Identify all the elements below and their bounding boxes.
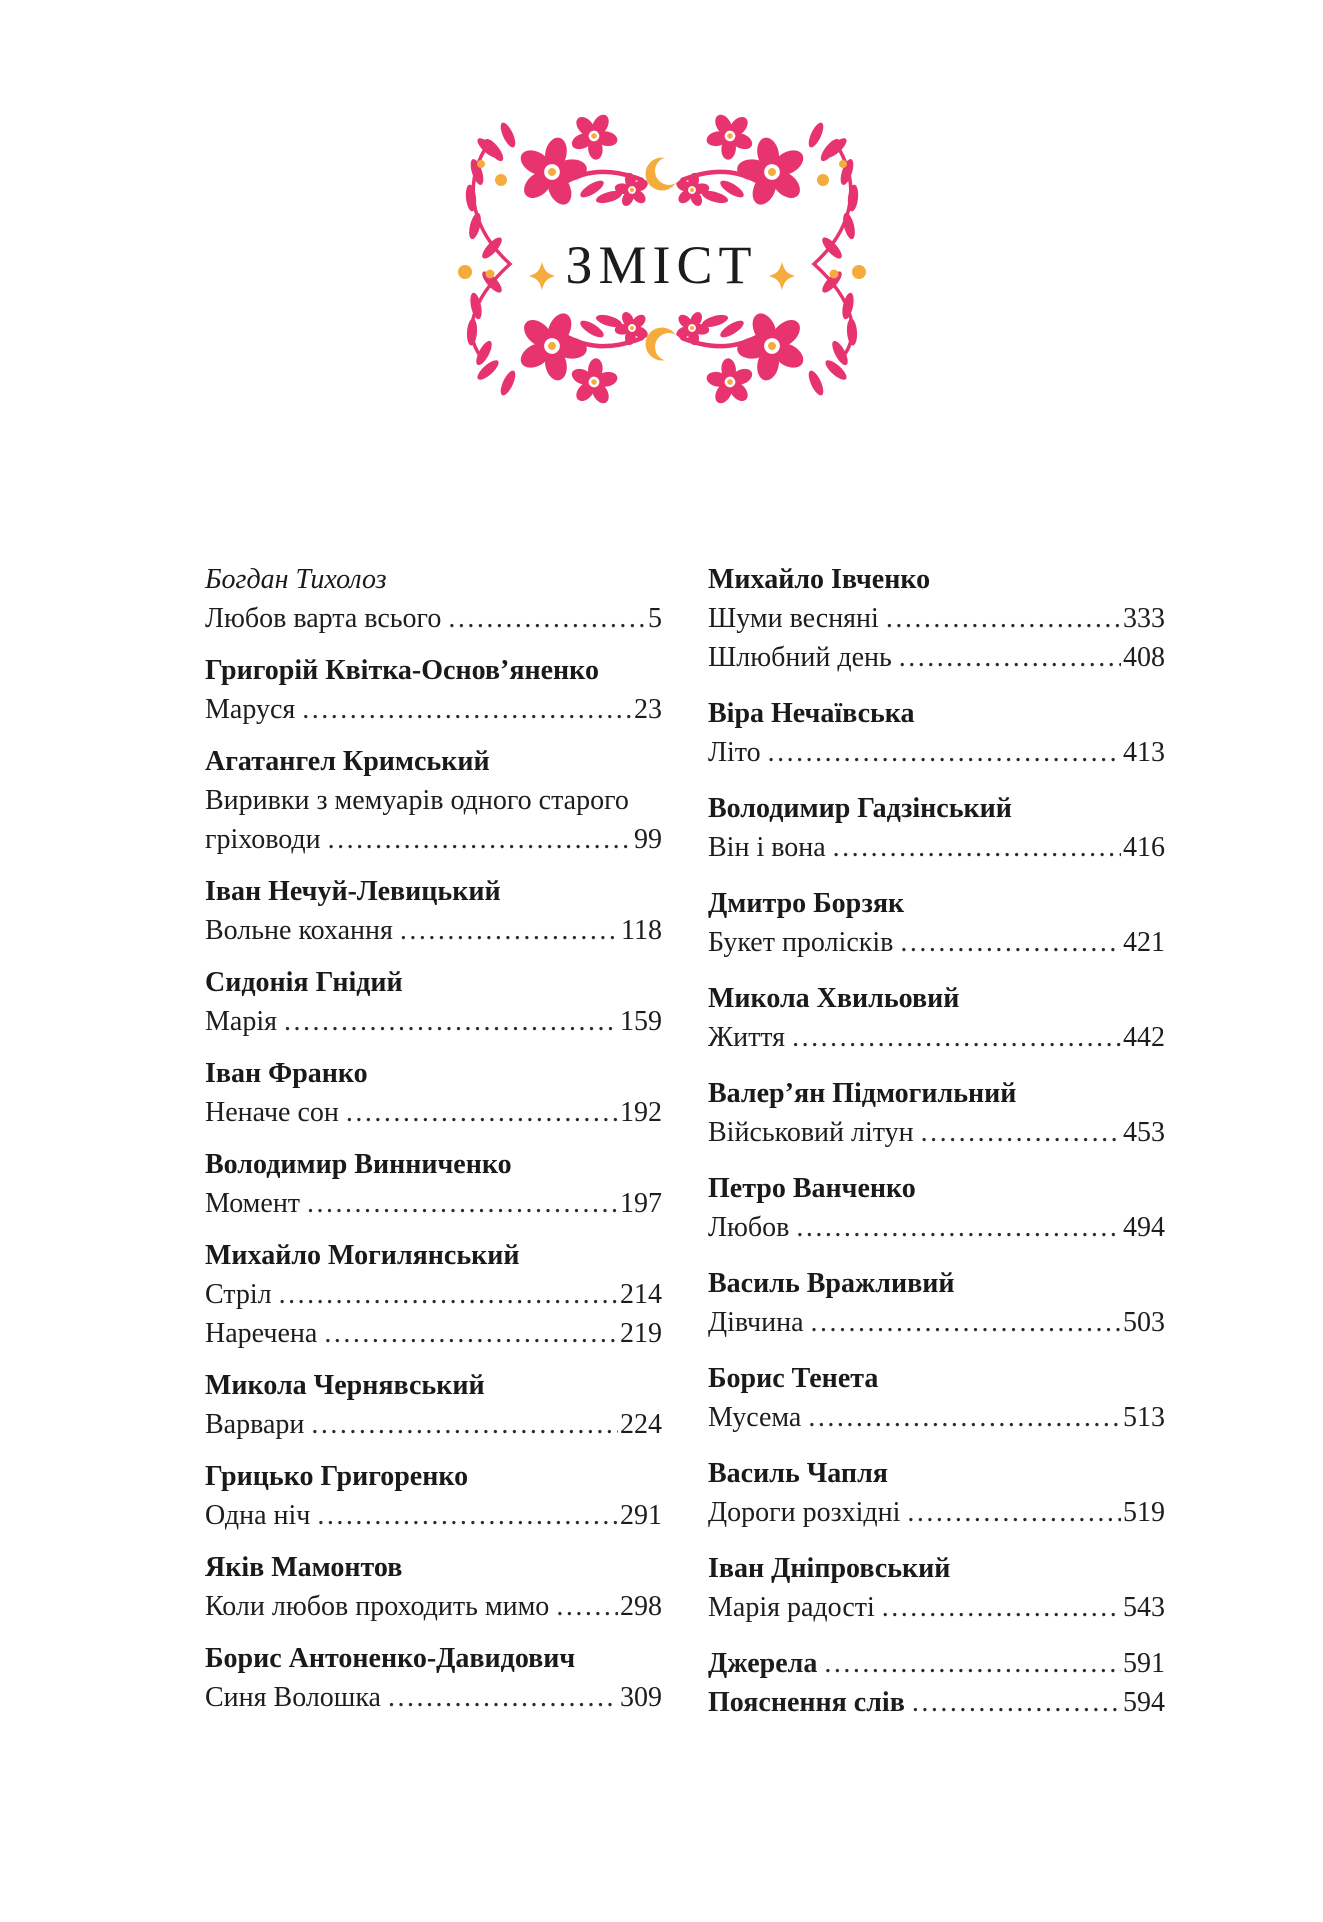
toc-entry xyxy=(205,1457,662,1535)
toc-entry xyxy=(205,1366,662,1444)
work-title: Стріл xyxy=(205,1279,272,1310)
dot-leader xyxy=(324,1314,618,1353)
toc-entry xyxy=(708,1264,1165,1342)
dot-leader xyxy=(824,1644,1121,1683)
work-title: Любов xyxy=(708,1212,790,1243)
author-name: Микола Чернявський xyxy=(205,1370,485,1401)
work-title: Дороги розхідні xyxy=(708,1497,901,1528)
author-name: Михайло Івченко xyxy=(708,564,931,595)
work-title: Він і вона xyxy=(708,832,826,863)
page-number: 159 xyxy=(620,1006,662,1037)
work-title: Виривки з мемуарів одного старого xyxy=(205,785,629,816)
page-number: 298 xyxy=(620,1591,662,1622)
dot-leader xyxy=(811,1303,1121,1342)
toc-entry xyxy=(708,1454,1165,1532)
work-title: Дівчина xyxy=(708,1307,804,1338)
page-number: 214 xyxy=(620,1279,662,1310)
toc-row xyxy=(708,1303,1165,1342)
toc-row xyxy=(708,1018,1165,1057)
toc-entry xyxy=(708,1169,1165,1247)
toc-row xyxy=(205,1496,662,1535)
dot-leader xyxy=(317,1496,618,1535)
page-number: 413 xyxy=(1123,737,1165,768)
toc-row xyxy=(205,820,662,859)
dot-leader xyxy=(921,1113,1121,1152)
page-number: 192 xyxy=(620,1097,662,1128)
work-title: Марія радості xyxy=(708,1592,875,1623)
bottom-garland xyxy=(474,305,849,406)
work-title: Мусема xyxy=(708,1402,802,1433)
toc-row xyxy=(708,1683,1165,1722)
toc-entry xyxy=(205,872,662,950)
toc-row xyxy=(708,1493,1165,1532)
toc-entry xyxy=(205,651,662,729)
toc-entry xyxy=(708,1644,1165,1722)
page-number: 543 xyxy=(1123,1592,1165,1623)
page-number: 503 xyxy=(1123,1307,1165,1338)
work-title: Маруся xyxy=(205,694,296,725)
toc-entry xyxy=(205,742,662,859)
work-title: Букет пролісків xyxy=(708,927,894,958)
toc-row xyxy=(708,638,1165,677)
toc-entry xyxy=(708,884,1165,962)
toc-entry xyxy=(205,1639,662,1717)
page-number: 408 xyxy=(1123,642,1165,673)
author-name: Валер’ян Підмогильний xyxy=(708,1078,1017,1109)
dot-leader xyxy=(808,1398,1121,1437)
page-number: 519 xyxy=(1123,1497,1165,1528)
author-name: Володимир Гадзінський xyxy=(708,793,1012,824)
toc-entry xyxy=(708,1074,1165,1152)
author-name: Василь Вражливий xyxy=(708,1268,955,1299)
author-name: Петро Ванченко xyxy=(708,1173,916,1204)
toc-row xyxy=(205,1184,662,1223)
toc-entry xyxy=(708,1359,1165,1437)
work-title: Неначе сон xyxy=(205,1097,339,1128)
toc-row xyxy=(708,1208,1165,1247)
work-title: Коли любов проходить мимо xyxy=(205,1591,550,1622)
page-number: 513 xyxy=(1123,1402,1165,1433)
decorative-header xyxy=(442,86,882,406)
toc-row xyxy=(205,1405,662,1444)
page-number: 333 xyxy=(1123,603,1165,634)
author-name: Сидонія Гнідий xyxy=(205,967,403,998)
dot-leader xyxy=(328,820,632,859)
page-number: 224 xyxy=(620,1409,662,1440)
work-title: Джерела xyxy=(708,1648,818,1679)
work-title: Марія xyxy=(205,1006,277,1037)
page-number: 118 xyxy=(621,915,662,946)
author-name: Дмитро Борзяк xyxy=(708,888,905,919)
work-title: Життя xyxy=(708,1022,786,1053)
dot-leader xyxy=(346,1093,618,1132)
author-name: Грицько Григоренко xyxy=(205,1461,469,1492)
toc-row xyxy=(205,781,662,820)
toc-row xyxy=(205,1275,662,1314)
toc-entry xyxy=(708,694,1165,772)
author-name: Микола Хвильовий xyxy=(708,983,960,1014)
dot-leader xyxy=(279,1275,618,1314)
toc-row xyxy=(708,1398,1165,1437)
author-name: Борис Антоненко-Давидович xyxy=(205,1643,576,1674)
toc-entry xyxy=(205,560,662,638)
author-name: Василь Чапля xyxy=(708,1458,888,1489)
toc-entry xyxy=(708,1549,1165,1627)
dot-leader xyxy=(400,911,619,950)
page-number: 99 xyxy=(634,824,662,855)
work-title: Любов варта всього xyxy=(205,603,442,634)
toc-row xyxy=(708,733,1165,772)
toc-row xyxy=(708,1113,1165,1152)
toc-row xyxy=(205,1093,662,1132)
page-number: 442 xyxy=(1123,1022,1165,1053)
page-number: 5 xyxy=(648,603,662,634)
page-number: 591 xyxy=(1123,1648,1165,1679)
work-title: Варвари xyxy=(205,1409,305,1440)
page-number: 291 xyxy=(620,1500,662,1531)
toc-row xyxy=(708,1644,1165,1683)
dot-leader xyxy=(284,1002,618,1041)
toc-entry xyxy=(205,1548,662,1626)
top-garland xyxy=(474,103,849,213)
toc-row xyxy=(205,1587,662,1626)
work-title: Вольне кохання xyxy=(205,915,393,946)
work-title: Момент xyxy=(205,1188,301,1219)
author-name: Віра Нечаївська xyxy=(708,698,915,729)
toc-row xyxy=(708,828,1165,867)
toc-row xyxy=(205,599,662,638)
page-number: 453 xyxy=(1123,1117,1165,1148)
dot-leader xyxy=(302,690,632,729)
work-title: Шлюбний день xyxy=(708,642,892,673)
dot-leader xyxy=(899,638,1121,677)
dot-leader xyxy=(900,923,1121,962)
page-number: 23 xyxy=(634,694,662,725)
dot-leader xyxy=(768,733,1121,772)
toc-column-right xyxy=(708,560,1165,1739)
toc-row xyxy=(205,911,662,950)
page-number: 197 xyxy=(620,1188,662,1219)
page-number: 309 xyxy=(620,1682,662,1713)
toc-row xyxy=(205,1002,662,1041)
author-name: Яків Мамонтов xyxy=(205,1552,403,1583)
page-number: 416 xyxy=(1123,832,1165,863)
page-number: 494 xyxy=(1123,1212,1165,1243)
page-number: 421 xyxy=(1123,927,1165,958)
dot-leader xyxy=(882,1588,1121,1627)
toc-entry xyxy=(205,1236,662,1353)
dot-leader xyxy=(556,1587,618,1626)
work-title: Одна ніч xyxy=(205,1500,311,1531)
dot-leader xyxy=(796,1208,1121,1247)
author-name: Агатангел Кримський xyxy=(205,746,490,777)
table-of-contents xyxy=(0,560,1323,1739)
dot-leader xyxy=(833,828,1121,867)
dot-leader xyxy=(912,1683,1121,1722)
work-title: Наречена xyxy=(205,1318,318,1349)
author-name: Борис Тенета xyxy=(708,1363,879,1394)
toc-row xyxy=(708,599,1165,638)
work-title: Військовий літун xyxy=(708,1117,914,1148)
toc-entry xyxy=(205,963,662,1041)
toc-row xyxy=(205,1678,662,1717)
author-name: Богдан Тихолоз xyxy=(205,564,387,595)
toc-row xyxy=(205,1314,662,1353)
toc-entry xyxy=(205,1054,662,1132)
page-number: 219 xyxy=(620,1318,662,1349)
dot-leader xyxy=(907,1493,1121,1532)
author-name: Михайло Могилянський xyxy=(205,1240,520,1271)
work-title: Шуми весняні xyxy=(708,603,879,634)
toc-row xyxy=(205,690,662,729)
dot-leader xyxy=(792,1018,1121,1057)
author-name: Григорій Квітка-Основ’яненко xyxy=(205,655,599,686)
toc-column-left xyxy=(205,560,662,1739)
dot-leader xyxy=(448,599,646,638)
toc-row xyxy=(708,1588,1165,1627)
dot-leader xyxy=(307,1184,618,1223)
work-title: Синя Волошка xyxy=(205,1682,381,1713)
author-name: Володимир Винниченко xyxy=(205,1149,512,1180)
toc-entry xyxy=(708,789,1165,867)
page-title: ЗМІСТ xyxy=(565,235,758,295)
work-title: Літо xyxy=(708,737,761,768)
toc-entry xyxy=(205,1145,662,1223)
dot-leader xyxy=(388,1678,618,1717)
toc-entry xyxy=(708,560,1165,677)
author-name: Іван Дніпровський xyxy=(708,1553,951,1584)
dot-leader xyxy=(886,599,1121,638)
author-name: Іван Нечуй-Левицький xyxy=(205,876,501,907)
toc-row xyxy=(708,923,1165,962)
toc-entry xyxy=(708,979,1165,1057)
page-number: 594 xyxy=(1123,1687,1165,1718)
work-title: Пояснення слів xyxy=(708,1687,905,1718)
work-title: гріховоди xyxy=(205,824,321,855)
author-name: Іван Франко xyxy=(205,1058,368,1089)
dot-leader xyxy=(311,1405,618,1444)
